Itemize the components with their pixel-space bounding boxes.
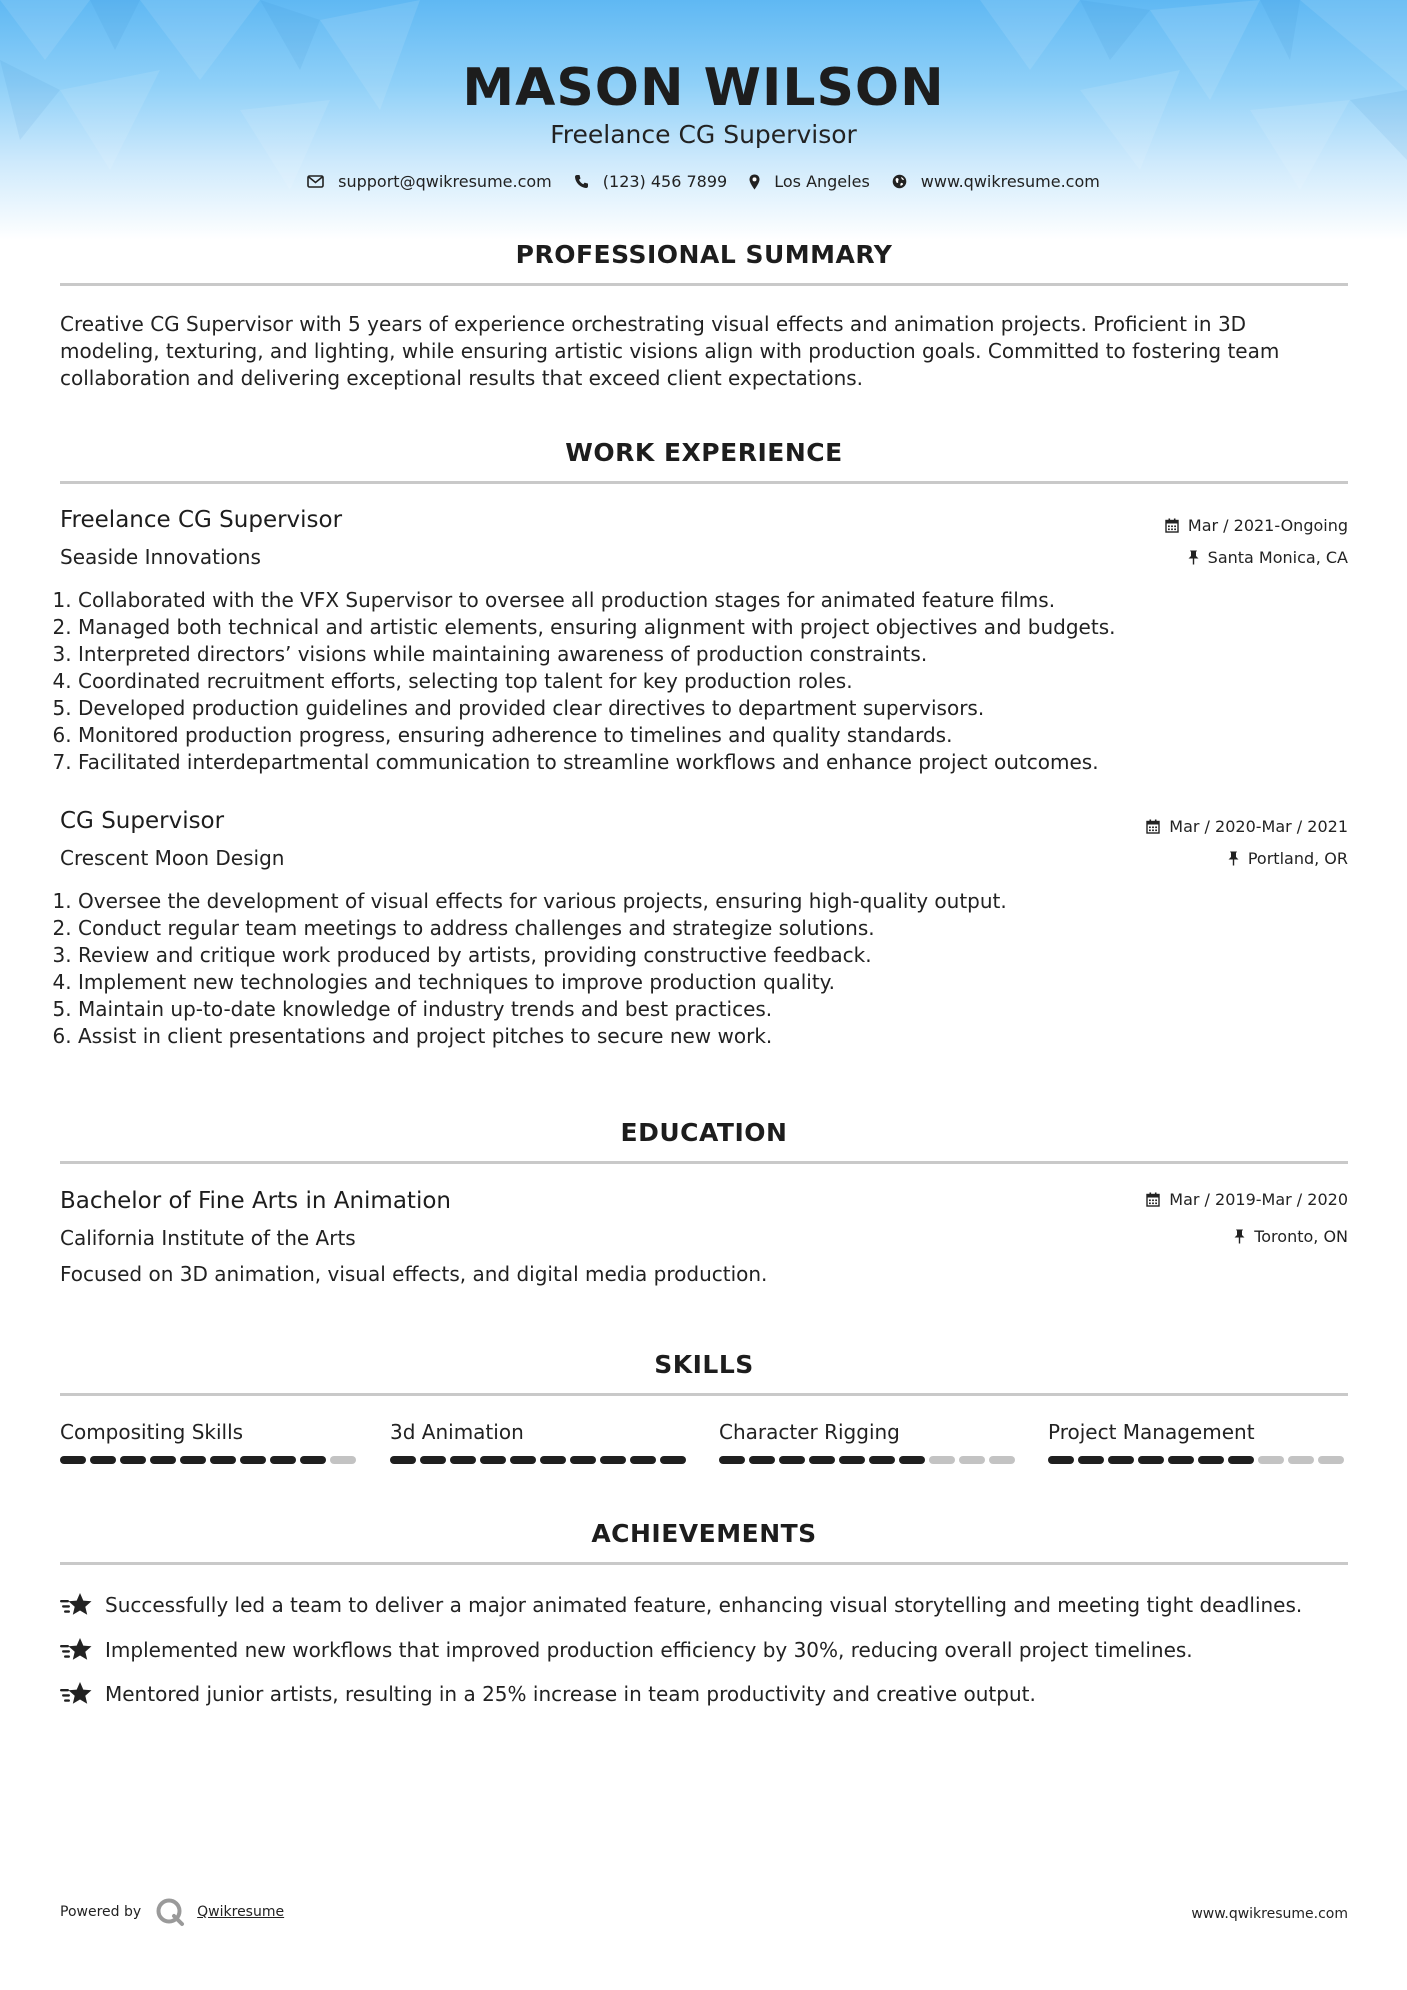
summary-text: Creative CG Supervisor with 5 years of experience orchestrating visual effects and animation projects. Proficient in 3D modeling, texturing, and lighting, while ensuring artistic visions align with production goals. Committed to fostering team collaboration and delivering exceptional results that exceed client expectations. (60, 312, 1280, 390)
list-item: 5. Developed production guidelines and provided clear directives to department supervisors. (78, 695, 1378, 722)
pushpin-icon (1188, 550, 1199, 565)
skill-level-segment (120, 1456, 146, 1464)
skill-level-segment (660, 1456, 686, 1464)
education-description: Focused on 3D animation, visual effects, and digital media production. (60, 1262, 768, 1286)
education-divider (60, 1161, 1348, 1164)
skill-name: Character Rigging (719, 1420, 900, 1444)
qwikresume-logo-icon (155, 1897, 185, 1927)
list-item: 4. Coordinated recruitment efforts, selecting top talent for key production roles. (78, 668, 1378, 695)
summary-heading: PROFESSIONAL SUMMARY (515, 240, 893, 269)
skill-level-segment (1108, 1456, 1134, 1464)
contact-phone[interactable] (574, 172, 727, 191)
contact-location (749, 172, 870, 191)
achievement-item (60, 1591, 1360, 1618)
skill-level-segment (989, 1456, 1015, 1464)
candidate-name: MASON WILSON (462, 58, 945, 118)
education-school: California Institute of the Arts (60, 1226, 356, 1250)
shooting-star-icon (60, 1591, 93, 1618)
contact-location-text: Los Angeles (774, 172, 870, 191)
skill-level-segment (510, 1456, 536, 1464)
achievement-text: Successfully led a team to deliver a major animated feature, enhancing visual storytelling and meeting tight deadlines. (105, 1592, 1303, 1617)
pushpin-icon (1234, 1229, 1245, 1244)
powered-by-label: Powered by (60, 1904, 142, 1920)
skill-level-segment (60, 1456, 86, 1464)
achievements-heading: ACHIEVEMENTS (591, 1519, 817, 1548)
job-2-location-text: Portland, OR (1247, 849, 1348, 868)
skill-level-segment (210, 1456, 236, 1464)
summary-divider (60, 283, 1348, 286)
skill-level-segment (1138, 1456, 1164, 1464)
skill-level-segment (1258, 1456, 1284, 1464)
achievements-divider (60, 1562, 1348, 1565)
list-item: 6. Assist in client presentations and project pitches to secure new work. (78, 1023, 1378, 1050)
contact-website[interactable] (892, 172, 1100, 191)
skill-level-segment (839, 1456, 865, 1464)
qwikresume-link[interactable]: Qwikresume (197, 1904, 285, 1920)
job-1-bullets (0, 587, 1378, 776)
skill-level-segment (600, 1456, 626, 1464)
shooting-star-icon (60, 1636, 93, 1663)
list-item: 2. Conduct regular team meetings to address challenges and strategize solutions. (78, 915, 1378, 942)
skill-level-segment (420, 1456, 446, 1464)
job-2-dates (1146, 817, 1348, 836)
skill-level-segment (929, 1456, 955, 1464)
experience-heading: WORK EXPERIENCE (565, 438, 843, 467)
skill-level-segment (90, 1456, 116, 1464)
list-item: 5. Maintain up-to-date knowledge of industry trends and best practices. (78, 996, 1378, 1023)
skill-level-segment (240, 1456, 266, 1464)
skill-level-segment (899, 1456, 925, 1464)
skill-item (60, 1420, 360, 1464)
list-item: 7. Facilitated interdepartmental communication to streamline workflows and enhance project outcomes. (78, 749, 1378, 776)
phone-icon (574, 174, 589, 189)
contact-bar (0, 172, 1407, 191)
skill-name: 3d Animation (390, 1420, 524, 1444)
skill-level-segment (749, 1456, 775, 1464)
education-dates-text: Mar / 2019-Mar / 2020 (1169, 1190, 1348, 1209)
education-location-text: Toronto, ON (1254, 1227, 1348, 1246)
skill-level-segment (540, 1456, 566, 1464)
skill-item (719, 1420, 1019, 1464)
skills-heading: SKILLS (654, 1350, 754, 1379)
job-1-company: Seaside Innovations (60, 545, 261, 569)
footer-website[interactable]: www.qwikresume.com (1191, 1906, 1348, 1922)
skill-level-segment (719, 1456, 745, 1464)
skill-name: Project Management (1048, 1420, 1255, 1444)
skill-level-segment (450, 1456, 476, 1464)
achievement-text: Mentored junior artists, resulting in a 25% increase in team productivity and creative output. (105, 1681, 1036, 1706)
skill-level-segment (150, 1456, 176, 1464)
contact-email[interactable] (307, 172, 552, 191)
job-2-company: Crescent Moon Design (60, 846, 285, 870)
achievement-text: Implemented new workflows that improved production efficiency by 30%, reducing overall project timelines. (105, 1637, 1193, 1662)
experience-divider (60, 481, 1348, 484)
skill-level-segment (869, 1456, 895, 1464)
skill-level-segment (390, 1456, 416, 1464)
calendar-icon (1165, 518, 1179, 533)
job-2-title: CG Supervisor (60, 808, 225, 834)
contact-email-text: support@qwikresume.com (338, 172, 552, 191)
map-pin-icon (749, 174, 760, 190)
skill-level-segment (779, 1456, 805, 1464)
skill-level-segment (1198, 1456, 1224, 1464)
education-heading: EDUCATION (620, 1118, 788, 1147)
job-1-location-text: Santa Monica, CA (1207, 548, 1348, 567)
skill-level-segment (330, 1456, 356, 1464)
job-1-location (1188, 548, 1348, 567)
skill-level-bar (390, 1456, 690, 1464)
job-2-location (1228, 849, 1348, 868)
skill-level-segment (1078, 1456, 1104, 1464)
skill-item (1048, 1420, 1348, 1464)
list-item: 6. Monitored production progress, ensuring adherence to timelines and quality standards. (78, 722, 1378, 749)
skill-level-segment (270, 1456, 296, 1464)
contact-website-text: www.qwikresume.com (920, 172, 1100, 191)
education-dates (1146, 1190, 1348, 1209)
skill-level-segment (1168, 1456, 1194, 1464)
list-item: 4. Implement new technologies and techniques to improve production quality. (78, 969, 1378, 996)
achievement-item (60, 1636, 1360, 1663)
calendar-icon (1146, 1192, 1160, 1207)
skill-level-segment (1048, 1456, 1074, 1464)
globe-icon (892, 174, 907, 189)
list-item: 1. Collaborated with the VFX Supervisor to oversee all production stages for animated feature films. (78, 587, 1378, 614)
envelope-icon (307, 175, 324, 188)
skill-level-segment (480, 1456, 506, 1464)
education-location (1234, 1227, 1348, 1246)
skill-level-segment (1288, 1456, 1314, 1464)
skill-name: Compositing Skills (60, 1420, 244, 1444)
contact-phone-text: (123) 456 7899 (602, 172, 728, 191)
job-1-title: Freelance CG Supervisor (60, 507, 343, 533)
skill-level-segment (959, 1456, 985, 1464)
list-item: 3. Interpreted directors’ visions while maintaining awareness of production constraints. (78, 641, 1378, 668)
shooting-star-icon (60, 1680, 93, 1707)
pushpin-icon (1228, 851, 1239, 866)
footer-powered-by (60, 1897, 284, 1927)
skill-level-bar (719, 1456, 1019, 1464)
job-1-dates-text: Mar / 2021-Ongoing (1187, 516, 1348, 535)
list-item: 3. Review and critique work produced by artists, providing constructive feedback. (78, 942, 1378, 969)
job-2-dates-text: Mar / 2020-Mar / 2021 (1169, 817, 1348, 836)
skill-level-segment (570, 1456, 596, 1464)
achievement-item (60, 1680, 1360, 1707)
calendar-icon (1146, 819, 1160, 834)
list-item: 1. Oversee the development of visual effects for various projects, ensuring high-quality output. (78, 888, 1378, 915)
skills-divider (60, 1393, 1348, 1396)
candidate-title: Freelance CG Supervisor (550, 120, 857, 149)
job-2-bullets (0, 888, 1378, 1050)
skill-level-bar (60, 1456, 360, 1464)
skill-level-bar (1048, 1456, 1348, 1464)
skill-item (390, 1420, 690, 1464)
skill-level-segment (180, 1456, 206, 1464)
skill-level-segment (1228, 1456, 1254, 1464)
skill-level-segment (300, 1456, 326, 1464)
list-item: 2. Managed both technical and artistic elements, ensuring alignment with project objectives and budgets. (78, 614, 1378, 641)
education-degree: Bachelor of Fine Arts in Animation (60, 1188, 451, 1214)
skill-level-segment (1318, 1456, 1344, 1464)
skill-level-segment (809, 1456, 835, 1464)
skill-level-segment (630, 1456, 656, 1464)
job-1-dates (1165, 516, 1348, 535)
